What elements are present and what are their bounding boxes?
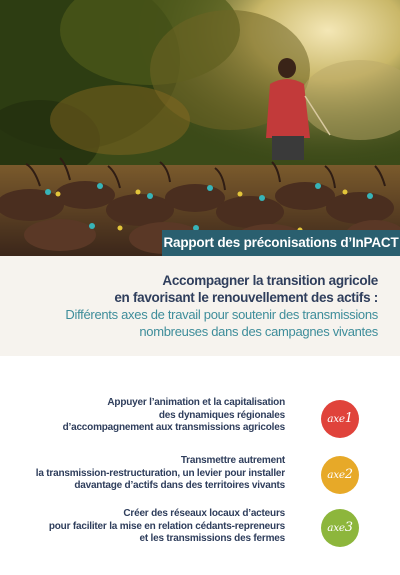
axis-description [5, 508, 285, 546]
axis-line: d’accompagnement aux transmissions agricoles [62, 422, 285, 434]
report-banner: Rapport des préconisations d’InPACT [162, 230, 400, 256]
axis-badge-word: axe [327, 469, 345, 481]
axis-description [5, 455, 285, 493]
axis-badge-3 [321, 509, 359, 547]
axis-badge-1 [321, 400, 359, 438]
axis-badge-number: 3 [344, 520, 353, 535]
axis-item-1 [0, 397, 400, 453]
axis-line: Créer des réseaux locaux d’acteurs [123, 508, 285, 519]
axis-line: Transmettre autrement [180, 455, 285, 466]
report-subtitle [18, 307, 378, 340]
axis-line: Appuyer l’animation et la capitalisation [107, 397, 285, 408]
axis-badge-number: 2 [344, 467, 353, 482]
report-title [18, 272, 378, 306]
axis-item-3 [0, 508, 400, 564]
axis-line: pour faciliter la mise en relation cédants-repreneurs [48, 520, 285, 532]
axis-line: et les transmissions des fermes [139, 533, 285, 545]
axis-badge-2 [321, 456, 359, 494]
axis-description [5, 397, 285, 435]
report-subtitle-line: nombreuses dans des campagnes vivantes [139, 323, 378, 339]
axis-line: la transmission-restructuration, un levier pour installer [35, 467, 285, 479]
title-block [0, 256, 400, 356]
cover-photo [0, 0, 400, 256]
axis-item-2 [0, 455, 400, 511]
cover-photo-illustration [0, 0, 400, 256]
report-title-line: en favorisant le renouvellement des actifs : [114, 290, 378, 305]
report-title-line: Accompagner la transition agricole [162, 273, 378, 288]
axis-badge-word: axe [327, 413, 345, 425]
axis-badge-word: axe [327, 522, 345, 534]
axis-line: des dynamiques régionales [158, 409, 285, 421]
report-subtitle-line: Différents axes de travail pour soutenir des transmissions [65, 307, 378, 322]
axis-line: davantage d’actifs dans des territoires vivants [74, 480, 285, 492]
axis-badge-number: 1 [344, 411, 353, 426]
